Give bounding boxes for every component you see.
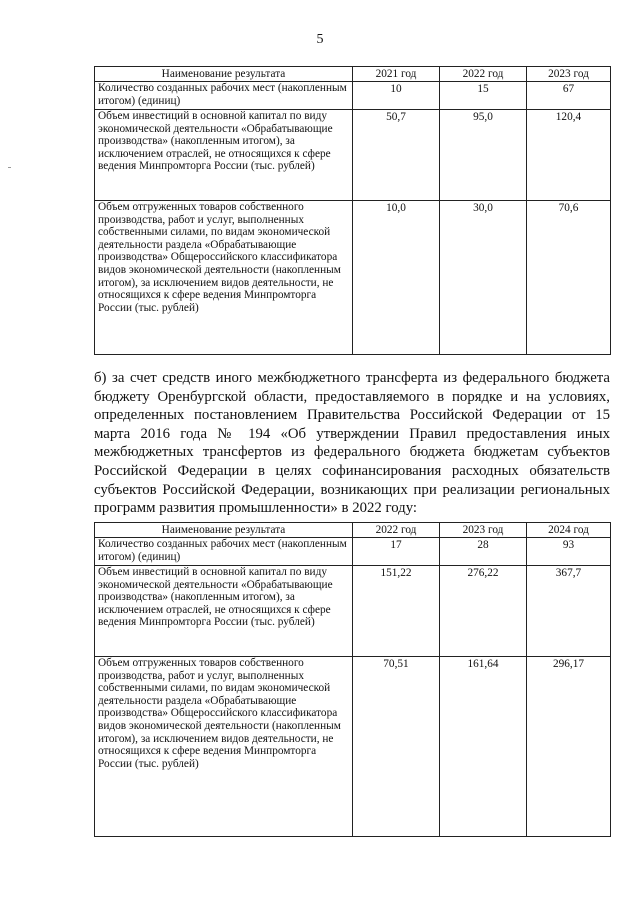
cell-value: 10,0 xyxy=(353,201,440,355)
column-header-year-2024: 2024 год xyxy=(527,523,611,538)
cell-value: 120,4 xyxy=(527,110,611,201)
row-name-jobs: Количество созданных рабочих мест (накопленным итогом) (единиц) xyxy=(95,82,353,110)
cell-value: 93 xyxy=(527,538,611,566)
results-table-2022-2024 xyxy=(94,522,611,837)
cell-value: 367,7 xyxy=(527,566,611,657)
cell-value: 296,17 xyxy=(527,657,611,837)
column-header-year-2022: 2022 год xyxy=(353,523,440,538)
table-row xyxy=(95,201,611,355)
column-header-year-2021: 2021 год xyxy=(353,67,440,82)
row-name-shipped-goods: Объем отгруженных товаров собственного производства, работ и услуг, выполненных собственными силами, по видам экономической деятельности раздела «Обрабатывающие производства» Общероссийского классификатора видов экономической деятельности (накопленным итогом), за исключением видов деятельности, не относящихся к сфере ведения Минпромторга России (тыс. рублей) xyxy=(95,657,353,837)
table-row xyxy=(95,657,611,837)
table-row xyxy=(95,82,611,110)
cell-value: 17 xyxy=(353,538,440,566)
results-table-2021-2023 xyxy=(94,66,611,355)
cell-value: 10 xyxy=(353,82,440,110)
cell-value: 28 xyxy=(440,538,527,566)
table-row xyxy=(95,566,611,657)
cell-value: 50,7 xyxy=(353,110,440,201)
table-header-row xyxy=(95,67,611,82)
column-header-name: Наименование результата xyxy=(95,67,353,82)
row-name-investments: Объем инвестиций в основной капитал по виду экономической деятельности «Обрабатывающие производства» (накопленным итогом), за исключением отраслей, не относящихся к сфере ведения Минпромторга России (тыс. рублей) xyxy=(95,110,353,201)
cell-value: 161,64 xyxy=(440,657,527,837)
cell-value: 70,6 xyxy=(527,201,611,355)
column-header-year-2023: 2023 год xyxy=(527,67,611,82)
row-name-investments: Объем инвестиций в основной капитал по виду экономической деятельности «Обрабатывающие производства» (накопленным итогом), за исключением отраслей, не относящихся к сфере ведения Минпромторга России (тыс. рублей) xyxy=(95,566,353,657)
cell-value: 276,22 xyxy=(440,566,527,657)
cell-value: 30,0 xyxy=(440,201,527,355)
table-row xyxy=(95,110,611,201)
cell-value: 15 xyxy=(440,82,527,110)
row-name-jobs: Количество созданных рабочих мест (накопленным итогом) (единиц) xyxy=(95,538,353,566)
column-header-name: Наименование результата xyxy=(95,523,353,538)
column-header-year-2022: 2022 год xyxy=(440,67,527,82)
table-header-row xyxy=(95,523,611,538)
page-number: 5 xyxy=(316,32,324,47)
body-paragraph-b: б) за счет средств иного межбюджетного трансферта из федерального бюджета бюджету Оренбургской области, предоставляемого в порядке и на условиях, определенных постановлением Правительства Российской Федерации от 15 марта 2016 года № 194 «Об утверждении Правил предоставления иных межбюджетных трансфертов из федерального бюджета бюджетам субъектов Российской Федерации в целях софинансирования расходных обязательств субъектов Российской Федерации, возникающих при реализации региональных программ развития промышленности» в 2022 году: xyxy=(94,370,610,517)
row-name-shipped-goods: Объем отгруженных товаров собственного производства, работ и услуг, выполненных собственными силами, по видам экономической деятельности раздела «Обрабатывающие производства» Общероссийского классификатора видов экономической деятельности (накопленным итогом), за исключением видов деятельности, не относящихся к сфере ведения Минпромторга России (тыс. рублей) xyxy=(95,201,353,355)
cell-value: 70,51 xyxy=(353,657,440,837)
scan-mark xyxy=(8,167,11,168)
cell-value: 95,0 xyxy=(440,110,527,201)
cell-value: 67 xyxy=(527,82,611,110)
cell-value: 151,22 xyxy=(353,566,440,657)
table-row xyxy=(95,538,611,566)
column-header-year-2023: 2023 год xyxy=(440,523,527,538)
